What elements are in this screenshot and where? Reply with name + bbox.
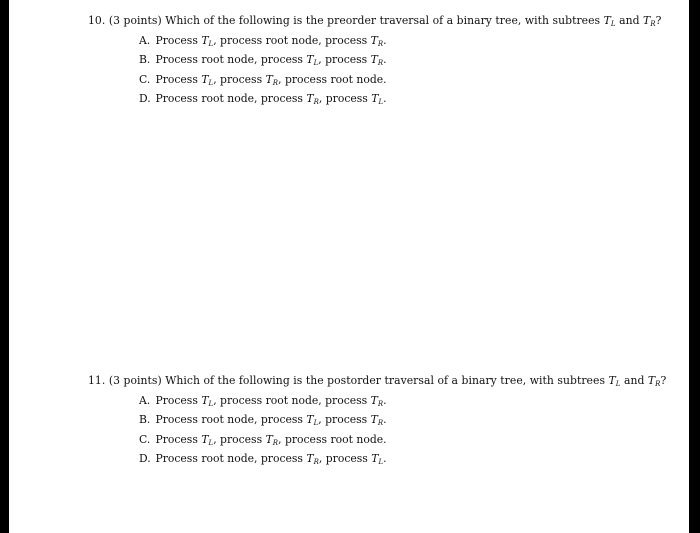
math-subtree: $T_L$ bbox=[201, 33, 214, 48]
option-text: . bbox=[383, 413, 387, 426]
option-text: , process root node. bbox=[278, 72, 387, 86]
math-subtree: $T_L$ bbox=[306, 413, 319, 427]
option-text: Process bbox=[155, 432, 198, 446]
question-points: (3 points) bbox=[108, 14, 162, 27]
math-t-right: $T_R$ bbox=[643, 14, 656, 28]
math-subtree: $T_R$ bbox=[370, 33, 384, 48]
math-subtree: $T_R$ bbox=[370, 393, 384, 408]
option-c bbox=[139, 73, 678, 87]
question-mark: ? bbox=[660, 374, 667, 387]
option-letter: B. bbox=[139, 53, 151, 66]
option-letter: D. bbox=[139, 92, 151, 105]
option-text: , process root node, process bbox=[213, 393, 368, 407]
option-text: , process root node, process bbox=[213, 33, 368, 47]
option-text: Process bbox=[155, 33, 198, 47]
option-text: , process root node. bbox=[278, 432, 387, 446]
math-subtree: $T_R$ bbox=[265, 72, 279, 87]
question-title bbox=[88, 14, 678, 28]
option-text: . bbox=[383, 452, 387, 465]
option-b bbox=[139, 53, 678, 67]
option-text: Process root node, process bbox=[155, 53, 303, 66]
math-subtree: $T_L$ bbox=[201, 432, 214, 447]
option-text: . bbox=[383, 33, 387, 47]
option-text: Process bbox=[155, 393, 198, 407]
math-t-left: $T_L$ bbox=[608, 374, 621, 388]
option-c bbox=[139, 433, 678, 447]
math-subtree: $T_L$ bbox=[371, 452, 384, 466]
math-subtree: $T_R$ bbox=[306, 92, 319, 106]
option-text: Process bbox=[155, 72, 198, 86]
question-and: and bbox=[619, 14, 640, 27]
option-letter: B. bbox=[139, 413, 151, 426]
option-text: , process bbox=[318, 53, 368, 66]
option-text: Process root node, process bbox=[155, 452, 303, 465]
question-number: 11. bbox=[88, 374, 106, 387]
math-t-right: $T_R$ bbox=[647, 374, 661, 388]
document-page bbox=[9, 0, 689, 533]
option-letter: C. bbox=[139, 72, 151, 86]
question-number: 10. bbox=[88, 14, 106, 27]
math-subtree: $T_L$ bbox=[201, 72, 214, 87]
math-t-left: $T_L$ bbox=[603, 14, 616, 28]
question-text: Which of the following is the preorder traversal of a binary tree, with subtrees bbox=[165, 14, 601, 27]
option-text: Process root node, process bbox=[155, 92, 303, 105]
option-text: , process bbox=[318, 413, 368, 426]
option-d bbox=[139, 92, 678, 106]
option-text: . bbox=[383, 92, 387, 105]
question-points: (3 points) bbox=[108, 374, 162, 387]
option-text: , process bbox=[318, 92, 368, 105]
math-subtree: $T_L$ bbox=[306, 53, 319, 67]
math-subtree: $T_R$ bbox=[370, 413, 384, 427]
math-subtree: $T_L$ bbox=[201, 393, 214, 408]
question-mark: ? bbox=[655, 14, 662, 27]
option-text: . bbox=[383, 53, 387, 66]
math-subtree: $T_L$ bbox=[371, 92, 384, 106]
option-text: , process bbox=[318, 452, 368, 465]
option-letter: D. bbox=[139, 452, 151, 465]
option-letter: C. bbox=[139, 432, 151, 446]
question-10 bbox=[88, 14, 678, 106]
math-subtree: $T_R$ bbox=[265, 432, 279, 447]
option-a bbox=[139, 34, 678, 48]
math-subtree: $T_R$ bbox=[370, 53, 384, 67]
option-d bbox=[139, 452, 678, 466]
option-a bbox=[139, 394, 678, 408]
option-b bbox=[139, 413, 678, 427]
question-title bbox=[88, 374, 678, 388]
math-subtree: $T_R$ bbox=[306, 452, 319, 466]
option-letter: A. bbox=[139, 393, 151, 407]
question-text: Which of the following is the postorder traversal of a binary tree, with subtrees bbox=[165, 374, 606, 387]
question-11 bbox=[88, 374, 678, 466]
option-text: Process root node, process bbox=[155, 413, 303, 426]
option-text: , process bbox=[213, 72, 263, 86]
question-and: and bbox=[623, 374, 645, 387]
option-text: , process bbox=[213, 432, 263, 446]
option-letter: A. bbox=[139, 33, 151, 47]
option-text: . bbox=[383, 393, 387, 407]
